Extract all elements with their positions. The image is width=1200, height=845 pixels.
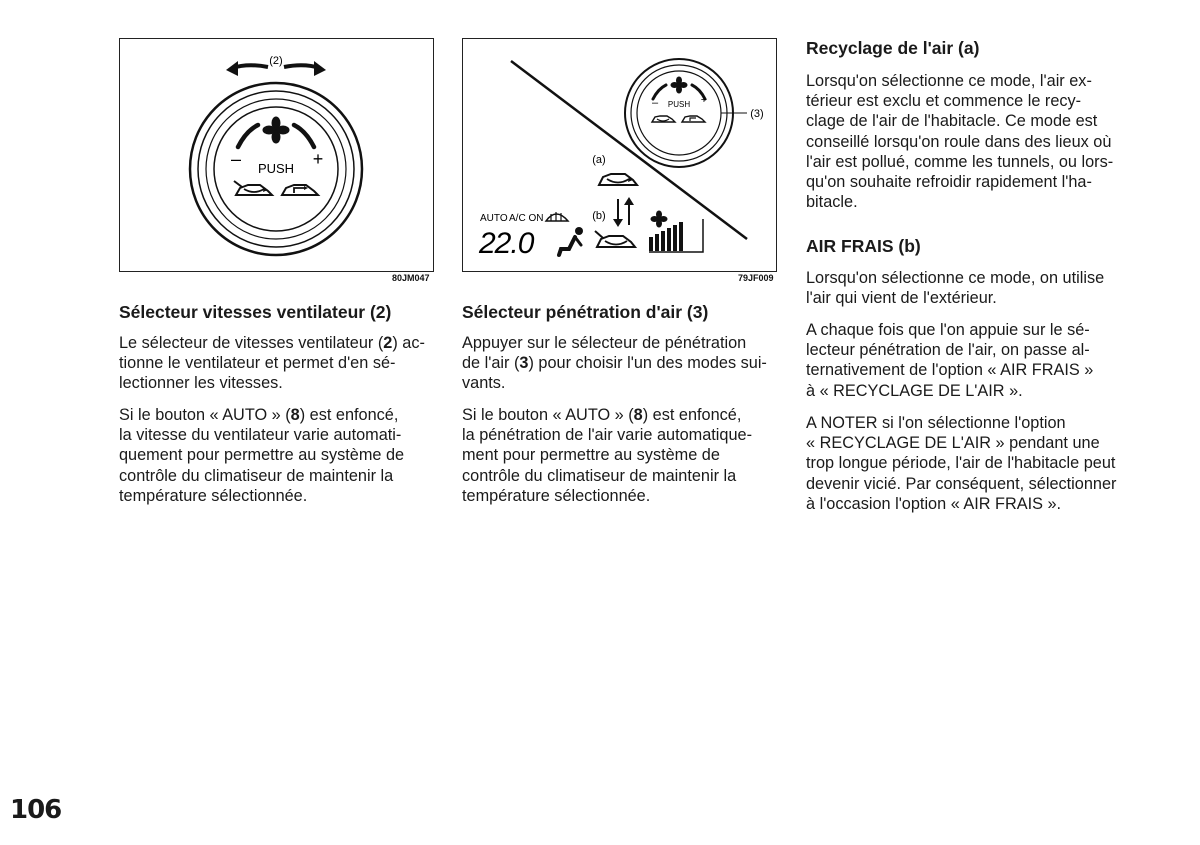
text-line: Le sélecteur de vitesses ventilateur (2) ac- xyxy=(119,334,425,352)
text-line: Lorsqu'on sélectionne ce mode, l'air ex- xyxy=(806,72,1092,90)
fan-speed-p1-lines xyxy=(119,333,439,394)
callout-3: (3) xyxy=(750,108,764,120)
small-minus-sign: – xyxy=(651,97,659,109)
text-line: à « RECYCLAGE DE L'AIR ». xyxy=(806,381,1023,400)
text-line: « RECYCLAGE DE L'AIR » pendant une xyxy=(806,434,1100,453)
rotate-right-arrowhead-icon xyxy=(314,61,326,76)
text-line: l'air qui vient de l'extérieur. xyxy=(806,289,997,308)
fresh-air-paragraph xyxy=(806,268,1126,308)
callout-a: (a) xyxy=(592,154,606,166)
recycling-heading: Recyclage de l'air (a) xyxy=(806,38,980,58)
air-intake-p1-lines xyxy=(462,333,782,394)
note-paragraph xyxy=(806,413,1126,514)
toggle-lines xyxy=(806,320,1126,401)
text-line: conseillé lorsqu'on roule dans des lieux où xyxy=(806,132,1112,151)
figure-air-intake-selector xyxy=(462,38,777,272)
display-fan-icon xyxy=(651,211,668,228)
recycling-lines xyxy=(806,71,1126,212)
fresh-air-lines xyxy=(806,268,1126,308)
rear-defrost-icon xyxy=(546,212,568,221)
page-number: 106 xyxy=(10,795,62,825)
rotate-left-arrowhead-icon xyxy=(226,61,238,76)
figure1-code: 80JM047 xyxy=(392,273,430,283)
small-push-label: PUSH xyxy=(667,100,691,109)
minus-sign: – xyxy=(230,149,242,169)
text-line: la pénétration de l'air varie automatique- xyxy=(462,426,753,445)
air-intake-paragraph-2 xyxy=(462,405,782,506)
text-line: qu'on souhaite refroidir rapidement l'ha- xyxy=(806,173,1092,192)
figure-fan-speed-selector xyxy=(119,38,434,272)
fan-speed-heading: Sélecteur vitesses ventilateur (2) xyxy=(119,302,392,322)
air-intake-p2-lines xyxy=(462,405,782,506)
text-line: térieur est exclu et commence le recy- xyxy=(806,92,1082,111)
text-line: l'air est pollué, comme les tunnels, ou lors- xyxy=(806,152,1114,171)
text-line: la vitesse du ventilateur varie automati- xyxy=(119,426,402,445)
display-auto-indicator: AUTO xyxy=(480,213,508,224)
fresh-air-heading: AIR FRAIS (b) xyxy=(806,236,921,256)
recycling-paragraph xyxy=(806,71,1126,212)
small-plus-sign: + xyxy=(700,94,708,106)
text-line: température sélectionnée. xyxy=(462,486,651,505)
text-line: trop longue période, l'air de l'habitacle peut xyxy=(806,454,1116,473)
text-line: ment pour permettre au système de xyxy=(462,446,720,465)
air-intake-heading: Sélecteur pénétration d'air (3) xyxy=(462,302,709,322)
text-line: A chaque fois que l'on appuie sur le sé- xyxy=(806,321,1090,339)
text-line: lectionner les vitesses. xyxy=(119,374,283,393)
text-line: vants. xyxy=(462,374,506,393)
air-intake-illustration xyxy=(463,39,775,270)
callout-b: (b) xyxy=(592,210,606,222)
text-line: de l'air (3) pour choisir l'un des modes sui- xyxy=(462,354,767,373)
note-lines xyxy=(806,413,1126,514)
text-line: bitacle. xyxy=(806,193,858,212)
text-line: lecteur pénétration de l'air, on passe al- xyxy=(806,341,1090,360)
fan-speed-paragraph-2 xyxy=(119,405,439,506)
text-line: Appuyer sur le sélecteur de pénétration xyxy=(462,334,747,352)
recirculation-mode-icon xyxy=(599,174,637,185)
text-line: devenir vicié. Par conséquent, sélectionner xyxy=(806,474,1117,493)
text-line: température sélectionnée. xyxy=(119,486,308,505)
seated-person-airflow-icon xyxy=(559,227,583,255)
figure2-code: 79JF009 xyxy=(738,273,774,283)
display-recirculation-car-icon xyxy=(595,231,635,247)
text-line: tionne le ventilateur et permet d'en sé- xyxy=(119,354,396,373)
text-line: contrôle du climatiseur de maintenir la xyxy=(462,466,737,485)
callout-2: (2) xyxy=(269,55,283,67)
toggle-paragraph xyxy=(806,320,1126,401)
text-line: quement pour permettre au système de xyxy=(119,446,405,465)
text-line: ternativement de l'option « AIR FRAIS » xyxy=(806,361,1094,380)
text-line: A NOTER si l'on sélectionne l'option xyxy=(806,414,1066,432)
plus-sign: + xyxy=(312,149,324,169)
fan-knob-illustration xyxy=(120,39,432,270)
air-intake-paragraph-1 xyxy=(462,333,782,394)
push-label: PUSH xyxy=(257,161,295,176)
text-line: Lorsqu'on sélectionne ce mode, on utilise xyxy=(806,269,1105,287)
text-line: clage de l'air de l'habitacle. Ce mode est xyxy=(806,112,1098,131)
fan-speed-p2-lines xyxy=(119,405,439,506)
text-line: Si le bouton « AUTO » (8) est enfoncé, xyxy=(119,406,399,424)
text-line: contrôle du climatiseur de maintenir la xyxy=(119,466,394,485)
display-temperature: 22.0 xyxy=(479,227,534,260)
fan-speed-paragraph-1 xyxy=(119,333,439,394)
text-line: à l'occasion l'option « AIR FRAIS ». xyxy=(806,494,1062,513)
text-line: Si le bouton « AUTO » (8) est enfoncé, xyxy=(462,406,742,424)
display-ac-indicator: A/C ON xyxy=(509,213,544,224)
